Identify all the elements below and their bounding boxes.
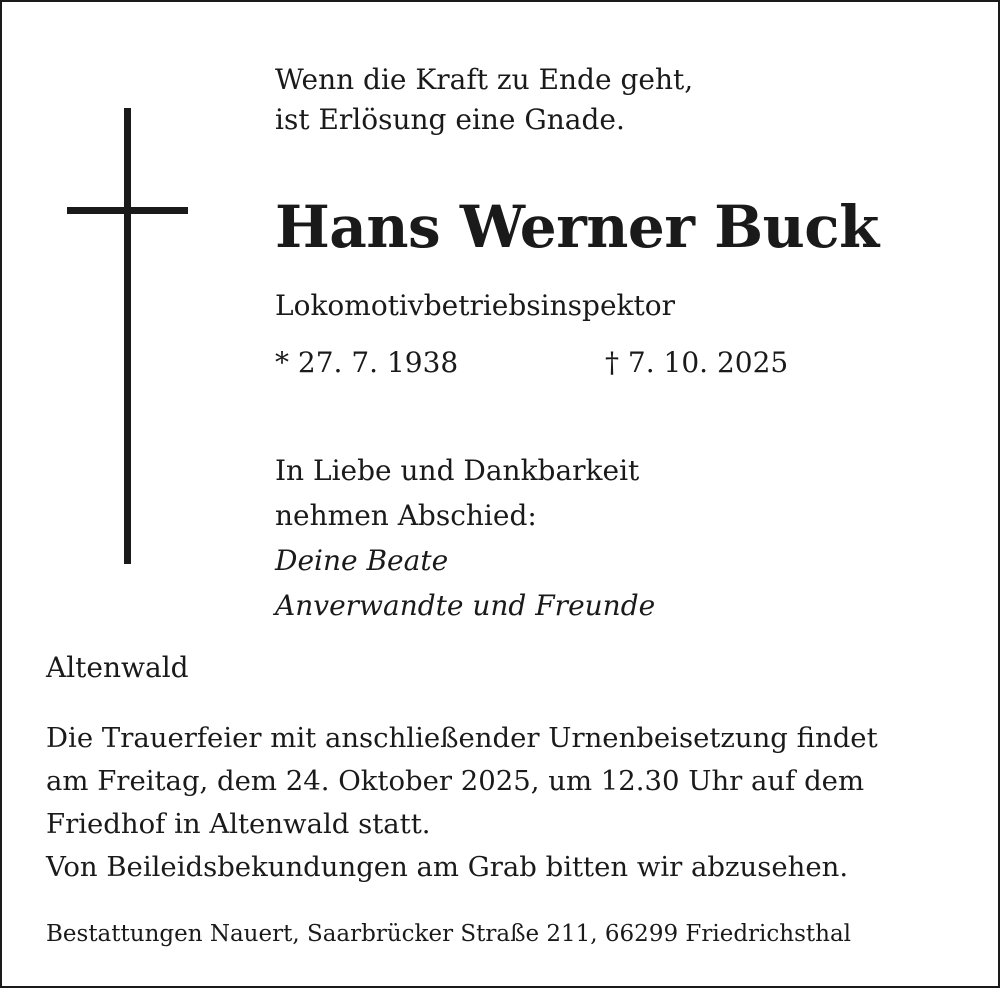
mourners-line-4: Anverwandte und Freunde bbox=[275, 589, 656, 622]
verse-line-1: Wenn die Kraft zu Ende geht, bbox=[275, 63, 694, 96]
funeral-line-3: Friedhof in Altenwald statt. bbox=[46, 808, 431, 840]
mourners-block bbox=[275, 448, 655, 628]
mourners-line-3: Deine Beate bbox=[275, 544, 449, 577]
birth-date: * 27. 7. 1938 bbox=[275, 346, 459, 379]
deceased-profession: Lokomotivbetriebsinspektor bbox=[275, 289, 675, 322]
deceased-name: Hans Werner Buck bbox=[275, 193, 879, 261]
funeral-details bbox=[46, 717, 878, 846]
cross-vertical-bar bbox=[124, 108, 131, 564]
cross-horizontal-bar bbox=[67, 207, 188, 214]
death-date: † 7. 10. 2025 bbox=[605, 346, 789, 379]
undertaker-info: Bestattungen Nauert, Saarbrücker Straße 211, 66299 Friedrichsthal bbox=[46, 921, 852, 947]
condolence-note: Von Beileidsbekundungen am Grab bitten wir abzusehen. bbox=[46, 851, 849, 883]
verse bbox=[275, 60, 693, 140]
funeral-line-2: am Freitag, dem 24. Oktober 2025, um 12.30 Uhr auf dem bbox=[46, 765, 865, 797]
mourners-line-1: In Liebe und Dankbarkeit bbox=[275, 454, 640, 487]
location: Altenwald bbox=[46, 651, 189, 684]
funeral-line-1: Die Trauerfeier mit anschließender Urnenbeisetzung findet bbox=[46, 722, 878, 754]
mourners-line-2: nehmen Abschied: bbox=[275, 499, 537, 532]
verse-line-2: ist Erlösung eine Gnade. bbox=[275, 103, 625, 136]
